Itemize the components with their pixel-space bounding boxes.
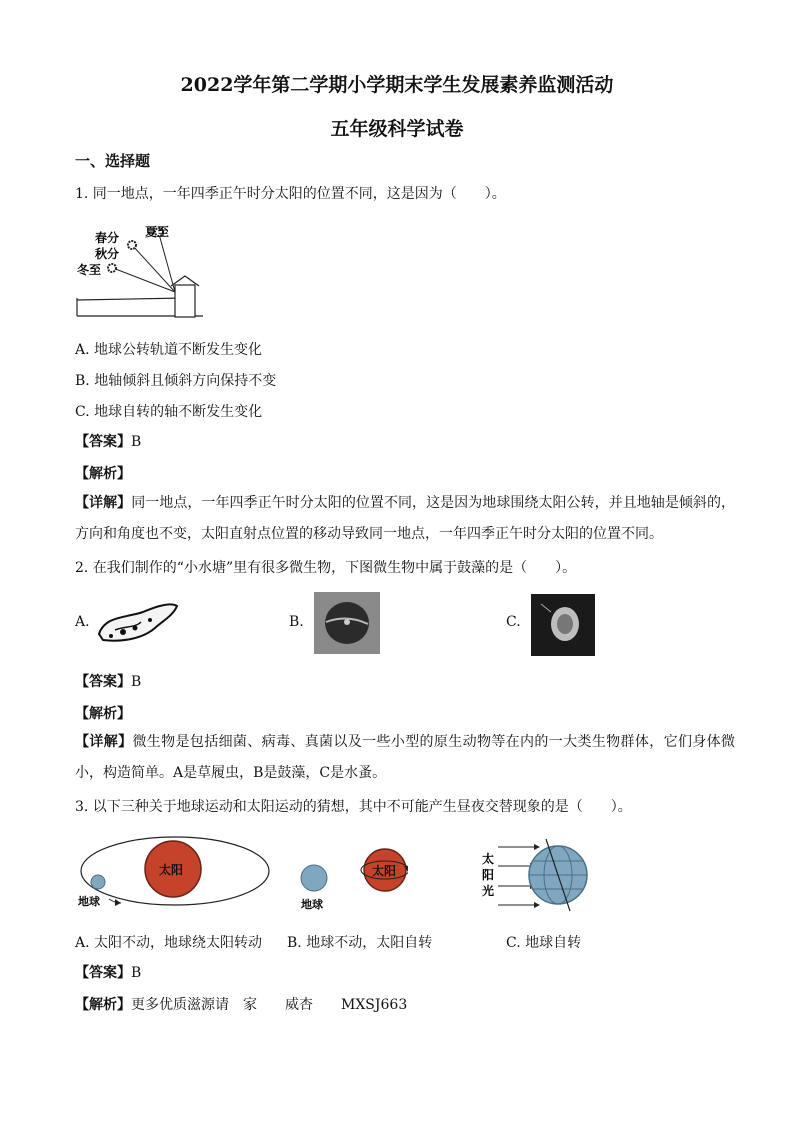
label-sunlight-3: 光 [482,884,495,898]
exam-title: 2022学年第二学期小学期末学生发展素养监测活动 [180,74,614,96]
answer-tag: 【答案】 [75,674,131,690]
desmid-image [314,592,380,654]
paramecium-image [95,598,180,646]
q2-answer [75,671,141,691]
label-earth: 地球 [78,895,100,908]
label-sun: 太阳 [372,864,397,878]
analysis-extra: 更多优质滋源请 家 威杏 MXSJ663 [131,997,408,1013]
label-earth: 地球 [301,898,323,911]
q2-option-a-label: A. [75,614,90,630]
detail-text: 微生物是包括细菌、病毒、真菌以及一些小型的原生动物等在内的一大类生物群体，它们身体微小，构造简单。A是草履虫，B是鼓藻，C是水蚤。 [75,734,736,781]
analysis-tag: 【解析】 [75,997,131,1013]
label-autumn: 秋分 [95,247,120,261]
q2-detail [75,727,735,789]
q2-option-c-label: C. [506,614,521,630]
q3-figure-a [75,833,275,913]
q3-analysis [75,994,407,1014]
q2-option-b-label: B. [289,614,304,630]
q1-detail [75,488,735,550]
daphnia-image [531,594,595,656]
q3-option-b: B. 地球不动，太阳自转 [287,935,433,951]
detail-tag: 【详解】 [75,734,133,750]
answer-tag: 【答案】 [75,965,131,981]
q1-analysis-tag: 【解析】 [75,466,131,482]
q3-stem: 3. 以下三种关于地球运动和太阳运动的猜想，其中不可能产生昼夜交替现象的是（ ）。 [75,799,632,815]
q1-option-a: A. 地球公转轨道不断发生变化 [75,342,263,358]
label-spring: 春分 [95,231,120,245]
q1-option-b: B. 地轴倾斜且倾斜方向保持不变 [75,373,277,389]
q1-stem: 1. 同一地点，一年四季正午时分太阳的位置不同，这是因为（ ）。 [75,186,506,202]
q1-option-c: C. 地球自转的轴不断发生变化 [75,404,263,420]
q3-figure-b [298,842,408,912]
label-sunlight-1: 太 [482,852,495,866]
exam-subtitle: 五年级科学试卷 [330,118,464,140]
detail-tag: 【详解】 [75,495,132,511]
label-sunlight-2: 阳 [482,868,495,882]
answer-value: B [131,434,142,450]
answer-value: B [131,674,142,690]
label-summer: 夏至 [145,225,170,239]
q3-option-c: C. 地球自转 [506,935,582,951]
q3-answer [75,962,141,982]
label-winter: 冬至 [77,263,102,277]
label-sun: 太阳 [159,863,184,877]
q3-option-a: A. 太阳不动，地球绕太阳转动 [75,935,263,951]
q1-sun-position-figure [75,220,205,320]
section-heading: 一、选择题 [75,152,151,170]
answer-tag: 【答案】 [75,434,131,450]
q3-figure-c [480,833,590,915]
answer-value: B [131,965,142,981]
q2-stem: 2. 在我们制作的“小水塘”里有很多微生物，下图微生物中属于鼓藻的是（ ）。 [75,560,577,576]
detail-text: 同一地点，一年四季正午时分太阳的位置不同，这是因为地球围绕太阳公转，并且地轴是倾斜的，方向和角度也不变，太阳直射点位置的移动导致同一地点，一年四季正午时分太阳的位置不同。 [75,495,736,542]
q2-analysis-tag: 【解析】 [75,706,131,722]
q1-answer [75,431,141,451]
